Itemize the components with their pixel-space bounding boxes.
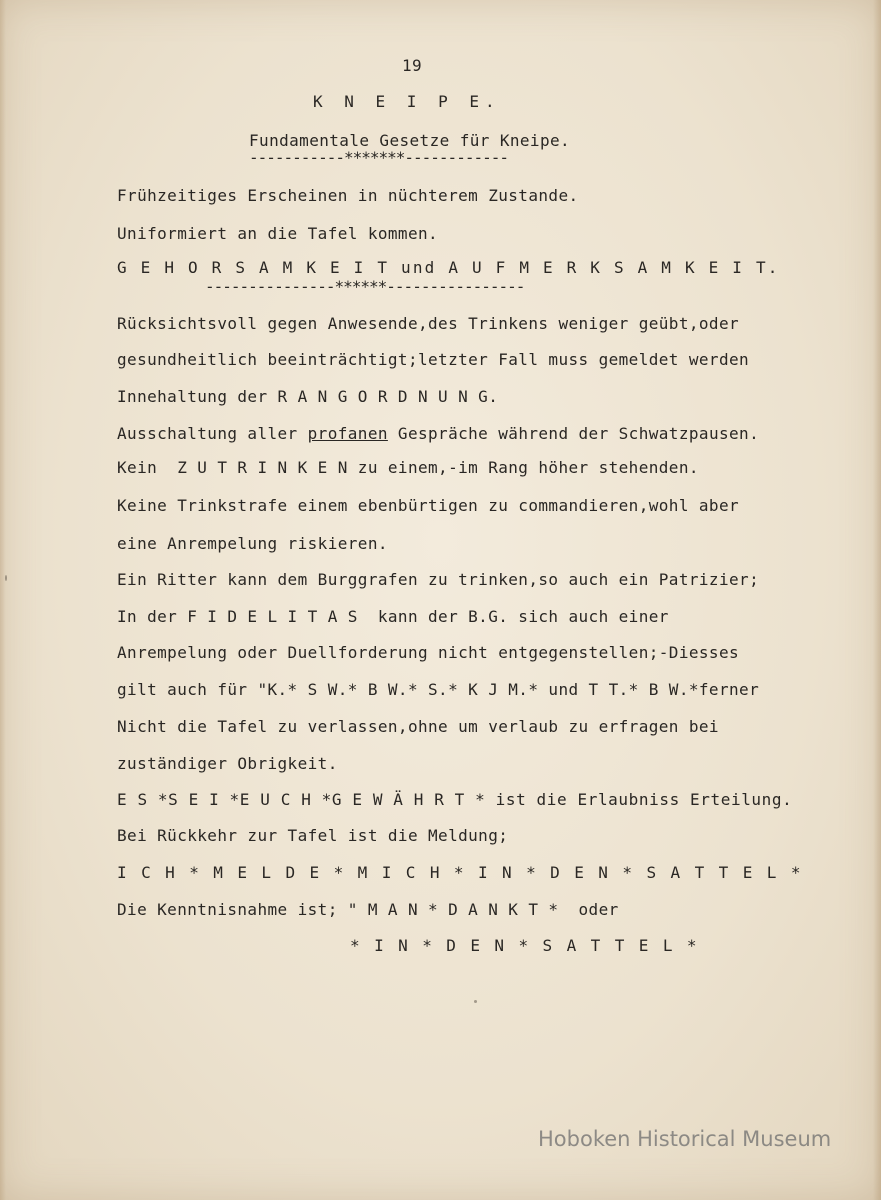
text-line: * I N * D E N * S A T T E L *	[350, 936, 699, 955]
text-line: Kein Z U T R I N K E N zu einem,-im Rang höher stehenden.	[117, 458, 699, 477]
page-subtitle: Fundamentale Gesetze für Kneipe.	[249, 131, 571, 150]
text-segment: Gespräche während der Schwatzpausen.	[387, 424, 760, 443]
text-line: I C H * M E L D E * M I C H * I N * D E N * S A T T E L *	[117, 863, 803, 882]
text-line: Rücksichtsvoll gegen Anwesende,des Trinkens weniger geübt,oder	[117, 314, 740, 333]
text-line: Bei Rückkehr zur Tafel ist die Meldung;	[117, 826, 509, 845]
text-line: In der F I D E L I T A S kann der B.G. sich auch einer	[117, 607, 669, 626]
text-line: Die Kenntnisnahme ist; " M A N * D A N K T * oder	[117, 900, 619, 919]
paper-edge-right	[873, 0, 881, 1200]
text-line	[117, 424, 759, 443]
page-number: 19	[402, 56, 423, 75]
text-line: gilt auch für "K.* S W.* B W.* S.* K J M.* und T T.* B W.*ferner	[117, 680, 760, 699]
decorative-rule: -----------*******------------	[249, 148, 508, 167]
text-line: gesundheitlich beeinträchtigt;letzter Fall muss gemeldet werden	[117, 350, 750, 369]
text-line: Nicht die Tafel zu verlassen,ohne um verlaub zu erfragen bei	[117, 717, 719, 736]
text-line: Keine Trinkstrafe einem ebenbürtigen zu commandieren,wohl aber	[117, 496, 740, 515]
decorative-rule: ---------------******----------------	[205, 277, 525, 296]
text-segment: Ausschaltung aller	[117, 424, 308, 443]
text-line: Anrempelung oder Duellforderung nicht entgegenstellen;-Diesses	[117, 643, 740, 662]
museum-watermark: Hoboken Historical Museum	[538, 1127, 832, 1151]
page-title: K N E I P E.	[313, 92, 501, 111]
paper-speck	[474, 1000, 477, 1003]
text-line: Frühzeitiges Erscheinen in nüchterem Zustande.	[117, 186, 579, 205]
text-line: Innehaltung der R A N G O R D N U N G.	[117, 387, 499, 406]
section-heading: G E H O R S A M K E I T und A U F M E R K S A M K E I T.	[117, 258, 780, 277]
text-line: Uniformiert an die Tafel kommen.	[117, 224, 439, 243]
paper-speck	[5, 575, 7, 581]
paper-edge-left	[0, 0, 6, 1200]
underlined-word: profanen	[307, 424, 388, 443]
text-line: zuständiger Obrigkeit.	[117, 754, 338, 773]
text-line: eine Anrempelung riskieren.	[117, 534, 388, 553]
text-line: Ein Ritter kann dem Burggrafen zu trinken,so auch ein Patrizier;	[117, 570, 760, 589]
text-line: E S *S E I *E U C H *G E W Ä H R T * ist die Erlaubniss Erteilung.	[117, 790, 793, 809]
